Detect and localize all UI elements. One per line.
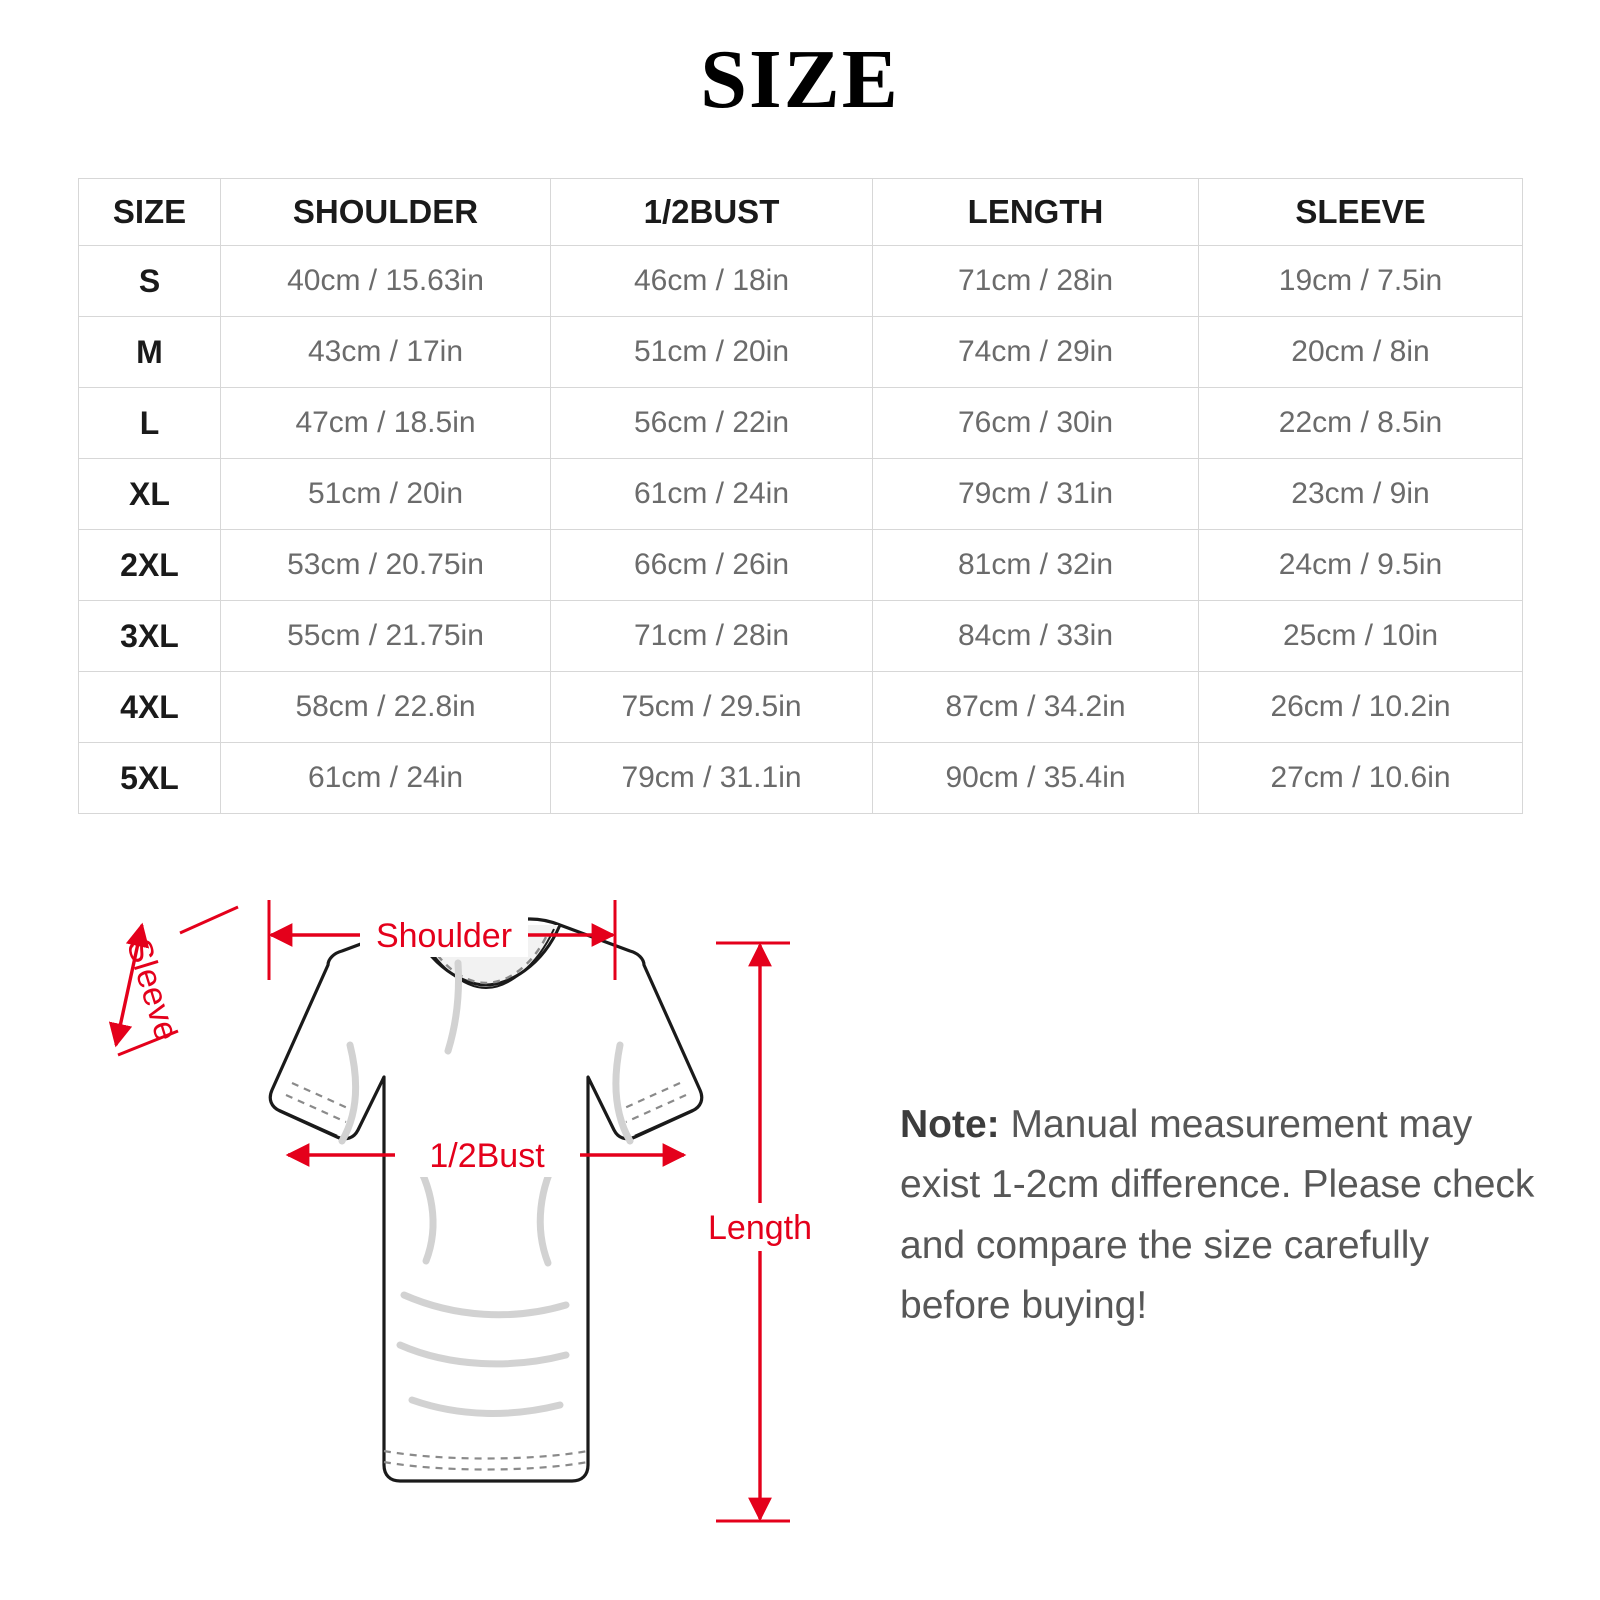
cell-shoulder: 40cm / 15.63in <box>221 246 551 317</box>
cell-length: 71cm / 28in <box>873 246 1199 317</box>
length-label: Length <box>708 1209 812 1247</box>
cell-size: 2XL <box>79 530 221 601</box>
cell-bust: 66cm / 26in <box>551 530 873 601</box>
tshirt-outline <box>270 919 701 1481</box>
table-row <box>79 317 1523 388</box>
column-header-size: SIZE <box>79 179 221 246</box>
note-lead: Note: <box>900 1103 1000 1146</box>
table-header-row <box>79 179 1523 246</box>
length-dimension <box>696 943 824 1521</box>
cell-size: 5XL <box>79 743 221 814</box>
cell-sleeve: 25cm / 10in <box>1199 601 1523 672</box>
sleeve-label: Sleeve <box>119 934 186 1046</box>
shoulder-label: Shoulder <box>375 917 513 955</box>
cell-sleeve: 23cm / 9in <box>1199 459 1523 530</box>
cell-sleeve: 19cm / 7.5in <box>1199 246 1523 317</box>
cell-size: S <box>79 246 221 317</box>
sleeve-dimension <box>116 907 238 1055</box>
cell-bust: 71cm / 28in <box>551 601 873 672</box>
table-row <box>79 388 1523 459</box>
cell-length: 74cm / 29in <box>873 317 1199 388</box>
cell-sleeve: 20cm / 8in <box>1199 317 1523 388</box>
cell-shoulder: 53cm / 20.75in <box>221 530 551 601</box>
cell-size: XL <box>79 459 221 530</box>
page-title: SIZE <box>700 33 900 126</box>
cell-sleeve: 26cm / 10.2in <box>1199 672 1523 743</box>
bust-label: 1/2Bust <box>429 1137 545 1175</box>
table-row <box>79 672 1523 743</box>
column-header-bust: 1/2BUST <box>551 179 873 246</box>
cell-length: 81cm / 32in <box>873 530 1199 601</box>
cell-bust: 56cm / 22in <box>551 388 873 459</box>
table-row <box>79 601 1523 672</box>
cell-shoulder: 58cm / 22.8in <box>221 672 551 743</box>
cell-bust: 46cm / 18in <box>551 246 873 317</box>
cell-bust: 61cm / 24in <box>551 459 873 530</box>
tshirt-measurement-diagram <box>60 855 850 1555</box>
cell-sleeve: 24cm / 9.5in <box>1199 530 1523 601</box>
cell-sleeve: 22cm / 8.5in <box>1199 388 1523 459</box>
cell-shoulder: 55cm / 21.75in <box>221 601 551 672</box>
column-header-shoulder: SHOULDER <box>221 179 551 246</box>
cell-size: 3XL <box>79 601 221 672</box>
size-chart-table <box>78 178 1523 814</box>
note-text: Manual measurement may exist 1-2cm difference. Please check and compare the size carefully before buying! <box>900 1103 1535 1328</box>
table-row <box>79 743 1523 814</box>
column-header-length: LENGTH <box>873 179 1199 246</box>
column-header-sleeve: SLEEVE <box>1199 179 1523 246</box>
cell-bust: 51cm / 20in <box>551 317 873 388</box>
cell-size: L <box>79 388 221 459</box>
cell-length: 90cm / 35.4in <box>873 743 1199 814</box>
cell-shoulder: 43cm / 17in <box>221 317 551 388</box>
cell-length: 87cm / 34.2in <box>873 672 1199 743</box>
table-row <box>79 459 1523 530</box>
cell-bust: 75cm / 29.5in <box>551 672 873 743</box>
cell-shoulder: 61cm / 24in <box>221 743 551 814</box>
cell-length: 84cm / 33in <box>873 601 1199 672</box>
cell-length: 79cm / 31in <box>873 459 1199 530</box>
cell-sleeve: 27cm / 10.6in <box>1199 743 1523 814</box>
table-row <box>79 530 1523 601</box>
cell-length: 76cm / 30in <box>873 388 1199 459</box>
table-row <box>79 246 1523 317</box>
cell-shoulder: 47cm / 18.5in <box>221 388 551 459</box>
cell-bust: 79cm / 31.1in <box>551 743 873 814</box>
cell-size: M <box>79 317 221 388</box>
cell-shoulder: 51cm / 20in <box>221 459 551 530</box>
cell-size: 4XL <box>79 672 221 743</box>
measurement-note <box>900 1095 1540 1337</box>
